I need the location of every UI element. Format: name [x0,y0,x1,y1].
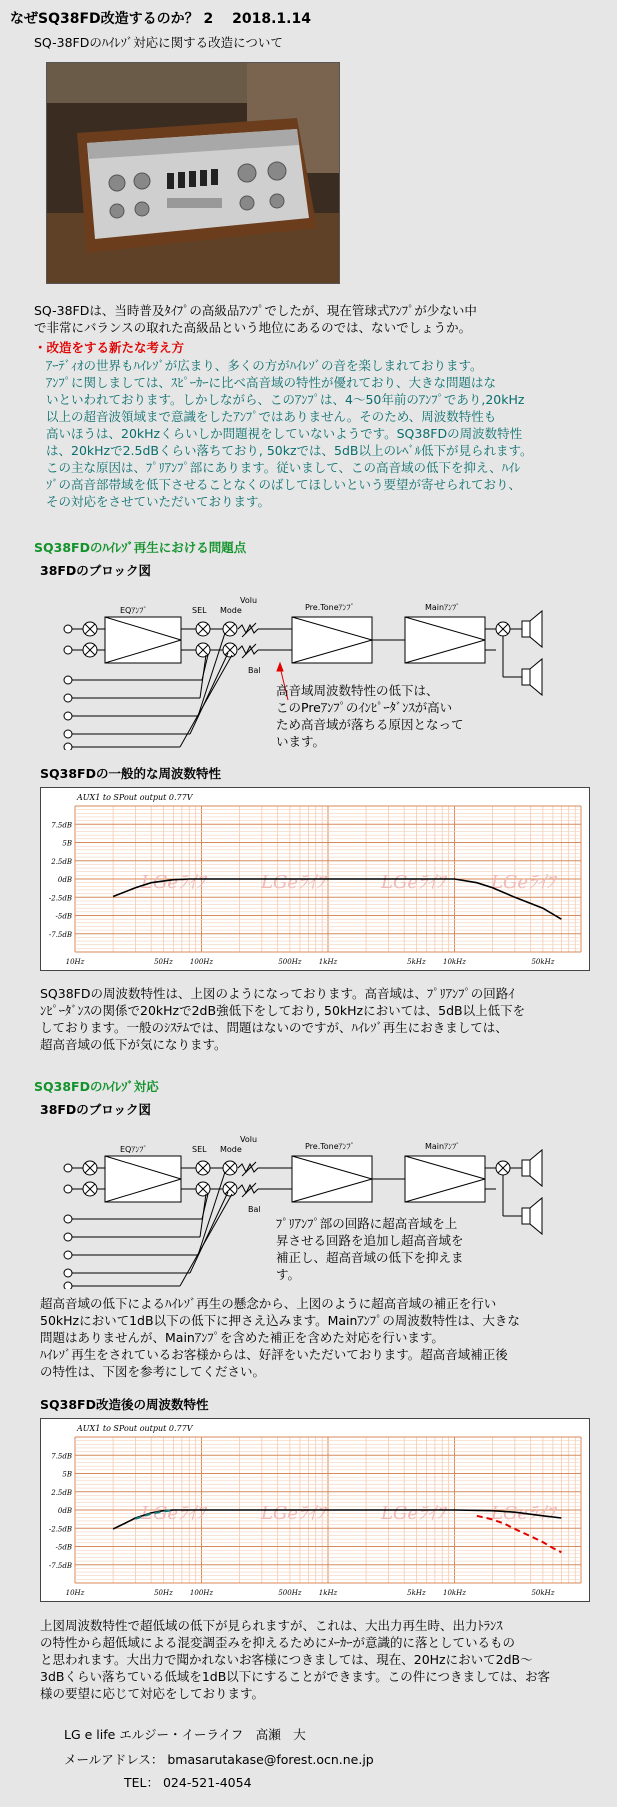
eq-label: EQｱﾝﾌﾟ [120,1145,148,1154]
x-tick-label: 50Hz [154,1589,173,1597]
x-tick-label: 5kHz [407,958,426,966]
idea-line: その対応をさせていただいております。 [46,494,271,509]
x-tick-label: 500Hz [278,1589,302,1597]
chart-watermark: LGeﾗｲﾌ [381,871,445,893]
chart1-svg [41,788,589,970]
main-label: Mainｱﾝﾌﾟ [425,1142,461,1151]
frequency-chart-modified [40,1418,590,1602]
volu-label: Volu [240,1135,258,1144]
idea-line: 以上の超音波領域まで意識をしたｱﾝﾌﾟではありません。そのため、周波数特性も [46,409,497,424]
tel-number: 024-521-4054 [162,1775,252,1790]
footer-company: LG e life エルジー・イーライフ 高瀬 大 [64,1727,306,1742]
x-tick-label: 100Hz [189,1589,214,1597]
tel-label: TEL： [124,1775,159,1790]
closing-line: 様の要望に応じて対応をしております。 [40,1686,265,1701]
closing-line: と思われます。大出力で聞かれないお客様につきましては、現在、20Hzにおいて2dB～ [40,1652,533,1667]
chart-watermark: LGeﾗｲﾌ [261,1502,325,1524]
explain1-paragraph [40,985,525,1053]
explain2-line: の特性は、下図を参考にしてください。 [40,1364,266,1379]
explain1-line: しております。一般のｼｽﾃﾑでは、問題はないのですが、ﾊｲﾚｿﾞ再生におきましては、 [40,1020,508,1035]
explain2-line: 50kHzにおいて1dB以下の低下に押さえ込みます。Mainｱﾝﾌﾟの周波数特性は、大きな [40,1313,520,1328]
closing-line: 3dBくらい落ちている低域を1dB以下にすることができます。この件につきましては、お客 [40,1669,551,1684]
chart-watermark: LGeﾗｲﾌ [491,871,555,893]
y-tick-label: -2.5dB [48,894,72,903]
note-line: 補正し、超高音域の低下を抑えま [276,1250,464,1265]
y-tick-label: 7.5dB [51,821,72,830]
mode-label: Mode [220,1145,242,1154]
chart2-title: SQ38FD改造後の周波数特性 [40,1397,209,1412]
idea-line: いといわれております。しかしながら、このｱﾝﾌﾟは、4～50年前のｱﾝﾌﾟであり,20kHz [46,392,525,407]
footer-email-row [64,1751,374,1768]
section2-block-title: 38FDのブロック図 [40,1102,152,1117]
bal-label: Bal [248,666,261,675]
x-tick-label: 10Hz [65,1589,85,1597]
y-tick-label: -5dB [55,1543,72,1552]
closing-line: 上図周波数特性で超低域の低下が見られますが、これは、大出力再生時、出力ﾄﾗﾝｽ [40,1618,503,1633]
main-label: Mainｱﾝﾌﾟ [425,603,461,612]
closing-line: の特性から超低域による混変調歪みを抑えるためにﾒｰｶｰが意識的に落としているもの [40,1635,516,1650]
y-tick-label: -5dB [55,912,72,921]
explain2-paragraph [40,1295,520,1380]
idea-line: この主な原因は、ﾌﾟﾘｱﾝﾌﾟ部にあります。従いまして、この高音域の低下を抑え、ﾊｲﾚ [46,460,521,475]
email-link[interactable]: bmasarutakase@forest.ocn.ne.jp [167,1752,374,1767]
chart-watermark: LGeﾗｲﾌ [381,1502,445,1524]
section2-heading: SQ38FDのﾊｲﾚｿﾞ対応 [34,1079,159,1094]
amplifier-illustration [47,63,339,283]
explain1-line: SQ38FDの周波数特性は、上図のようになっております。高音域は、ﾌﾟﾘｱﾝﾌﾟの回路ｲ [40,986,515,1001]
y-tick-label: 0dB [57,876,72,884]
explain2-line: 超高音域の低下によるﾊｲﾚｿﾞ再生の懸念から、上図のように超高音域の補正を行い [40,1296,497,1311]
pre-label: Pre.Toneｱﾝﾌﾟ [305,1142,355,1151]
x-tick-label: 1kHz [318,1589,338,1597]
explain2-line: 問題はありませんが、Mainｱﾝﾌﾟを含めた補正を含めた対応を行います。 [40,1330,444,1345]
note-line: います。 [276,734,326,749]
sel-label: SEL [192,1145,207,1154]
x-tick-label: 50kHz [531,1589,555,1597]
footer-tel-row [124,1774,252,1791]
explain1-line: ﾝﾋﾟｰﾀﾞﾝｽの関係で20kHzで2dB強低下をしており, 50kHzにおいては、5dB以上低下を [40,1003,526,1018]
y-tick-label: 2.5dB [51,857,72,866]
idea-paragraph [46,357,533,510]
x-tick-label: 10kHz [443,1589,466,1597]
idea-line: ｱﾝﾌﾟに関しましては、ｽﾋﾟｰｶｰに比べ高音域の特性が優れており、大きな問題はな [46,375,497,390]
frequency-chart-original [40,787,590,971]
idea-heading: ・改造をする新たな考え方 [34,340,185,355]
chart2-svg [41,1419,589,1601]
idea-line: ｱｰﾃﾞｨｵの世界もﾊｲﾚｿﾞが広まり、多くの方がﾊｲﾚｿﾞの音を楽しまれております。 [46,358,483,373]
y-tick-label: -7.5dB [48,1561,72,1570]
note-line: 昇させる回路を追加し超高音域を [276,1233,464,1248]
idea-line: は、20kHzで2.5dBくらい落ちており, 50kzでは、5dB以上のﾚﾍﾞﾙ低下が見られます。 [46,443,533,458]
y-tick-label: 5B [62,839,72,848]
note-line: ため高音域が落ちる原因となって [276,717,464,732]
x-tick-label: 500Hz [278,958,302,966]
y-tick-label: -2.5dB [48,1525,72,1534]
intro-line: で非常にバランスの取れた高級品という地位にあるのでは、ないでしょうか。 [34,320,472,335]
chart-watermark: LGeﾗｲﾌ [141,1502,205,1524]
sel-label: SEL [192,606,207,615]
chart-watermark: LGeﾗｲﾌ [261,871,325,893]
chart-watermark: LGeﾗｲﾌ [491,1502,555,1524]
x-tick-label: 50Hz [154,958,173,966]
chart1-title: SQ38FDの一般的な周波数特性 [40,766,221,781]
y-tick-label: 0dB [57,1507,72,1515]
idea-line: 高いほうは、20kHzくらいしか問題視をしていないようです。SQ38FDの周波数特性 [46,426,523,441]
y-tick-label: -7.5dB [48,930,72,939]
explain2-line: ﾊｲﾚｿﾞ再生をされているお客様からは、好評をいただいております。超高音域補正後 [40,1347,508,1362]
y-tick-label: 2.5dB [51,1488,72,1497]
x-tick-label: 5kHz [407,1589,426,1597]
chart-inner-title: AUX1 to SPout output 0.77V [77,1424,193,1433]
mode-label: Mode [220,606,242,615]
volu-label: Volu [240,596,258,605]
x-tick-label: 100Hz [189,958,214,966]
diagram2-note [276,1215,464,1283]
bal-label: Bal [248,1205,261,1214]
note-line: ﾌﾟﾘｱﾝﾌﾟ部の回路に超高音域を上 [276,1216,458,1231]
diagram1-note [276,682,464,750]
x-tick-label: 1kHz [318,958,338,966]
eq-label: EQｱﾝﾌﾟ [120,606,148,615]
pre-label: Pre.Toneｱﾝﾌﾟ [305,603,355,612]
note-line: 高音域周波数特性の低下は、 [276,683,439,698]
page-subtitle: SQ-38FDのﾊｲﾚｿﾞ対応に関する改造について [34,35,283,50]
intro-line: SQ-38FDは、当時普及ﾀｲﾌﾟの高級品ｱﾝﾌﾟでしたが、現在管球式ｱﾝﾌﾟが少ない中 [34,303,477,318]
x-tick-label: 10kHz [443,958,466,966]
note-line: す。 [276,1267,301,1282]
section1-heading: SQ38FDのﾊｲﾚｿﾞ再生における問題点 [34,540,247,555]
y-tick-label: 5B [62,1470,72,1479]
y-tick-label: 7.5dB [51,1452,72,1461]
email-label: メールアドレス： [64,1752,164,1767]
explain1-line: 超高音域の低下が気になります。 [40,1037,227,1052]
idea-line: ｿﾞの高音部帯域を低下させることなくのばしてほしいという要望が寄せられており、 [46,477,522,492]
note-line: このPreｱﾝﾌﾟのｲﾝﾋﾟｰﾀﾞﾝｽが高い [276,700,453,715]
amplifier-photo [46,62,340,284]
chart-watermark: LGeﾗｲﾌ [141,871,205,893]
closing-paragraph [40,1617,550,1702]
section1-block-title: 38FDのブロック図 [40,563,152,578]
chart-inner-title: AUX1 to SPout output 0.77V [77,793,193,802]
x-tick-label: 10Hz [65,958,85,966]
x-tick-label: 50kHz [531,958,555,966]
intro-paragraph [34,302,477,336]
page-title: なぜSQ38FD改造するのか？ 2 2018.1.14 [10,11,311,27]
